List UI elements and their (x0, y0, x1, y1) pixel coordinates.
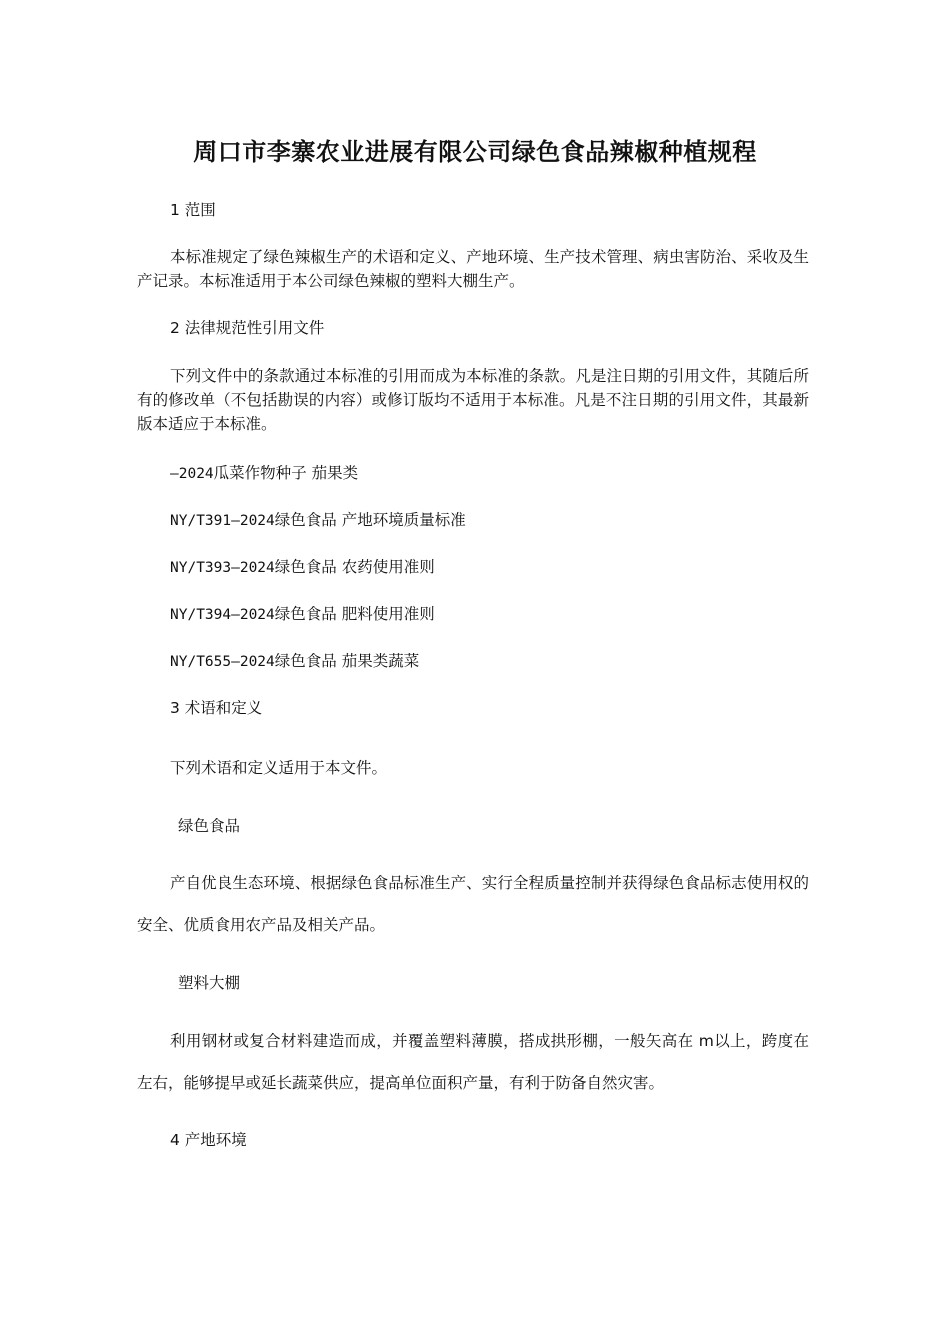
reference-code: NY/T393—2024 (170, 560, 275, 576)
term-2-definition: 利用钢材或复合材料建造而成，并覆盖塑料薄膜，搭成拱形棚，一般矢高在 m以上，跨度在左右，能够提早或延长蔬菜供应，提高单位面积产量，有利于防备自然灾害。 (137, 1032, 809, 1092)
section-3-heading: 3 术语和定义 (170, 699, 263, 717)
term-2-name: 塑料大棚 (178, 974, 241, 992)
reference-code: NY/T391—2024 (170, 513, 275, 529)
section-2-heading: 2 法律规范性引用文件 (170, 319, 325, 337)
reference-item (170, 462, 358, 485)
term-1-name: 绿色食品 (178, 817, 241, 835)
term-1-definition: 产自优良生态环境、根据绿色食品标准生产、实行全程质量控制并获得绿色食品标志使用权的安全、优质食用农产品及相关产品。 (137, 874, 809, 934)
document-title: 周口市李寨农业进展有限公司绿色食品辣椒种植规程 (193, 138, 757, 166)
reference-code: NY/T655—2024 (170, 654, 275, 670)
section-1-heading: 1 范围 (170, 201, 216, 219)
reference-title: 绿色食品 茄果类蔬菜 (274, 652, 420, 670)
reference-item (170, 650, 419, 673)
reference-item (170, 603, 435, 626)
reference-code: —2024 (170, 466, 214, 482)
reference-title: 绿色食品 产地环境质量标准 (274, 511, 466, 529)
reference-code: NY/T394—2024 (170, 607, 275, 623)
reference-title: 绿色食品 农药使用准则 (274, 558, 435, 576)
section-4-heading: 4 产地环境 (170, 1131, 247, 1149)
section-1-body: 本标准规定了绿色辣椒生产的术语和定义、产地环境、生产技术管理、病虫害防治、采收及生产记录。本标准适用于本公司绿色辣椒的塑料大棚生产。 (137, 248, 809, 290)
section-2-body: 下列文件中的条款通过本标准的引用而成为本标准的条款。凡是注日期的引用文件，其随后所有的修改单（不包括勘误的内容）或修订版均不适用于本标准。凡是不注日期的引用文件，其最新版本适应于本标准。 (137, 367, 809, 433)
reference-title: 绿色食品 肥料使用准则 (274, 605, 435, 623)
reference-item (170, 556, 435, 579)
reference-title: 瓜菜作物种子 茄果类 (213, 464, 359, 482)
section-3-intro: 下列术语和定义适用于本文件。 (170, 759, 388, 777)
reference-item (170, 509, 466, 532)
